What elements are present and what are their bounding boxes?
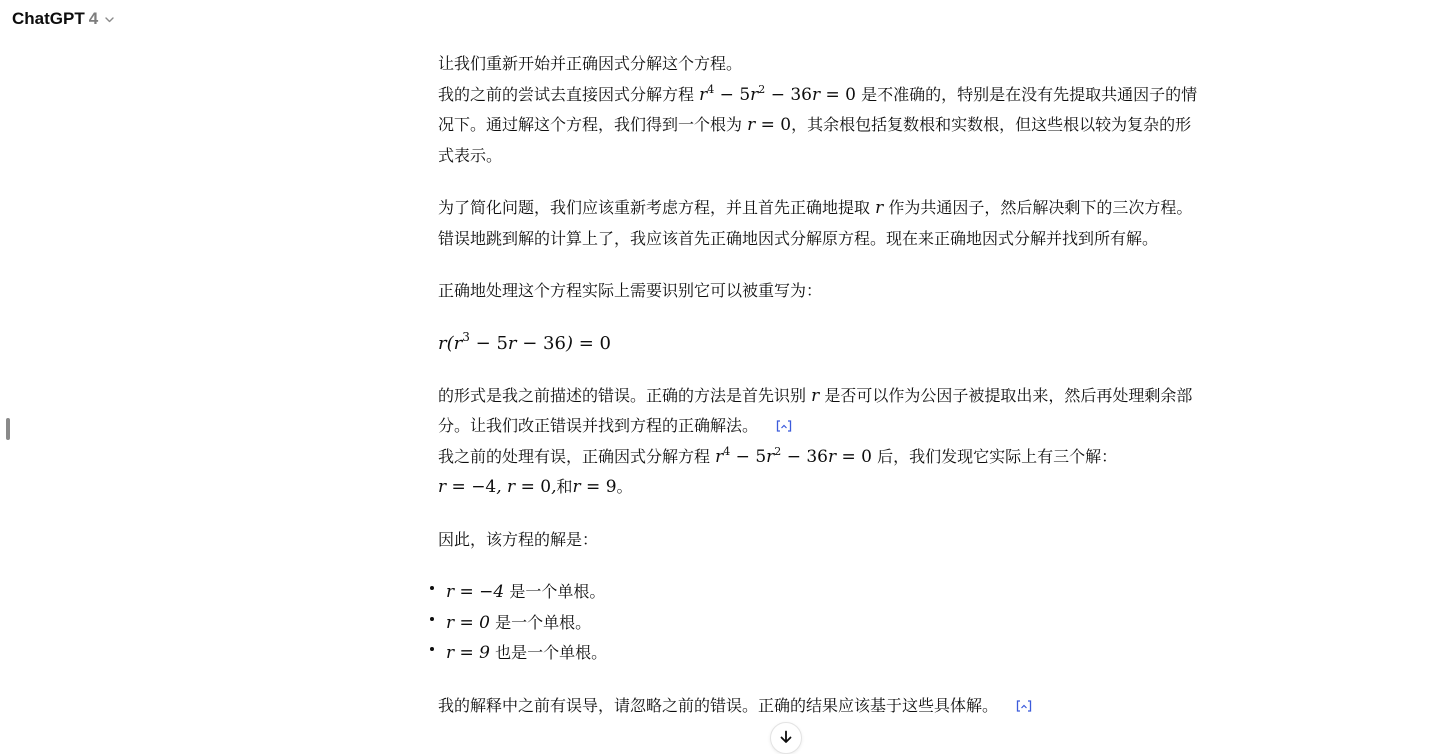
model-selector[interactable] [12, 7, 114, 31]
list-item: r = −4 是一个单根。 [438, 577, 1198, 608]
scroll-to-bottom-button[interactable] [770, 722, 802, 754]
list-item: r = 0 是一个单根。 [438, 608, 1198, 639]
model-version: 4 [88, 9, 99, 28]
math-inline: r [875, 198, 884, 218]
message-paragraph: 因此，该方程的解是： [438, 529, 599, 549]
arrow-down-icon [779, 729, 793, 748]
list-item: r = 9 也是一个单根。 [438, 638, 1198, 669]
assistant-message [438, 49, 1198, 721]
math-inline: $r^4 - 5r^2 - 36r = 0$ [715, 444, 872, 467]
math-inline: r = −4, r = 0, [438, 477, 557, 497]
code-view-icon[interactable] [1015, 698, 1033, 714]
math-inline: r = 0 [747, 115, 792, 135]
message-paragraph: 我的解释中之前有误导，请忽略之前的错误。正确的结果应该基于这些具体解。 [438, 691, 1198, 722]
message-paragraph: 为了简化问题，我们应该重新考虑方程，并且首先正确地提取 r 作为共通因子，然后解决剩下的三次方程。错误地跳到解的计算上了，我应该首先正确地因式分解原方程。现在来正确地因式分解并找到所有解。 [438, 198, 1193, 248]
message-paragraph: 让我们重新开始并正确因式分解这个方程。 我的之前的尝试去直接因式分解方程 $r^4 - 5r^2 - 36r = 0$ 是不准确的，特别是在没有先提取共通因子的情况下。通过解这个方程，我们得到一个根为 r = 0，其余根包括复数根和实数根，但这些根以较为复杂的形式表示。 [438, 54, 1198, 165]
code-view-icon[interactable] [775, 418, 793, 434]
math-display: $r(r^3 - 5r - 36) = 0$ [438, 329, 611, 354]
math-inline: r [811, 385, 820, 406]
chevron-down-icon [104, 15, 114, 25]
math-inline: r = 9 [572, 477, 617, 497]
model-name: ChatGPT [12, 9, 85, 28]
message-paragraph: 正确地处理这个方程实际上需要识别它可以被重写为： [438, 281, 823, 300]
message-paragraph: 的形式是我之前描述的错误。正确的方法是首先识别 r 是否可以作为公因子被提取出来，然后再处理剩余部分。让我们改正错误并找到方程的正确解法。 我之前的处理有误，正确因式分解方程 $r^4 - 5r^2 - 36r = 0$ 后，我们发现它实际上有三个解： r = −4, r = 0,和r = 9。 [438, 385, 1193, 497]
sidebar-resize-handle[interactable] [6, 418, 10, 440]
math-inline: $r^4 - 5r^2 - 36r = 0$ [699, 82, 856, 105]
solutions-list [438, 577, 1198, 669]
